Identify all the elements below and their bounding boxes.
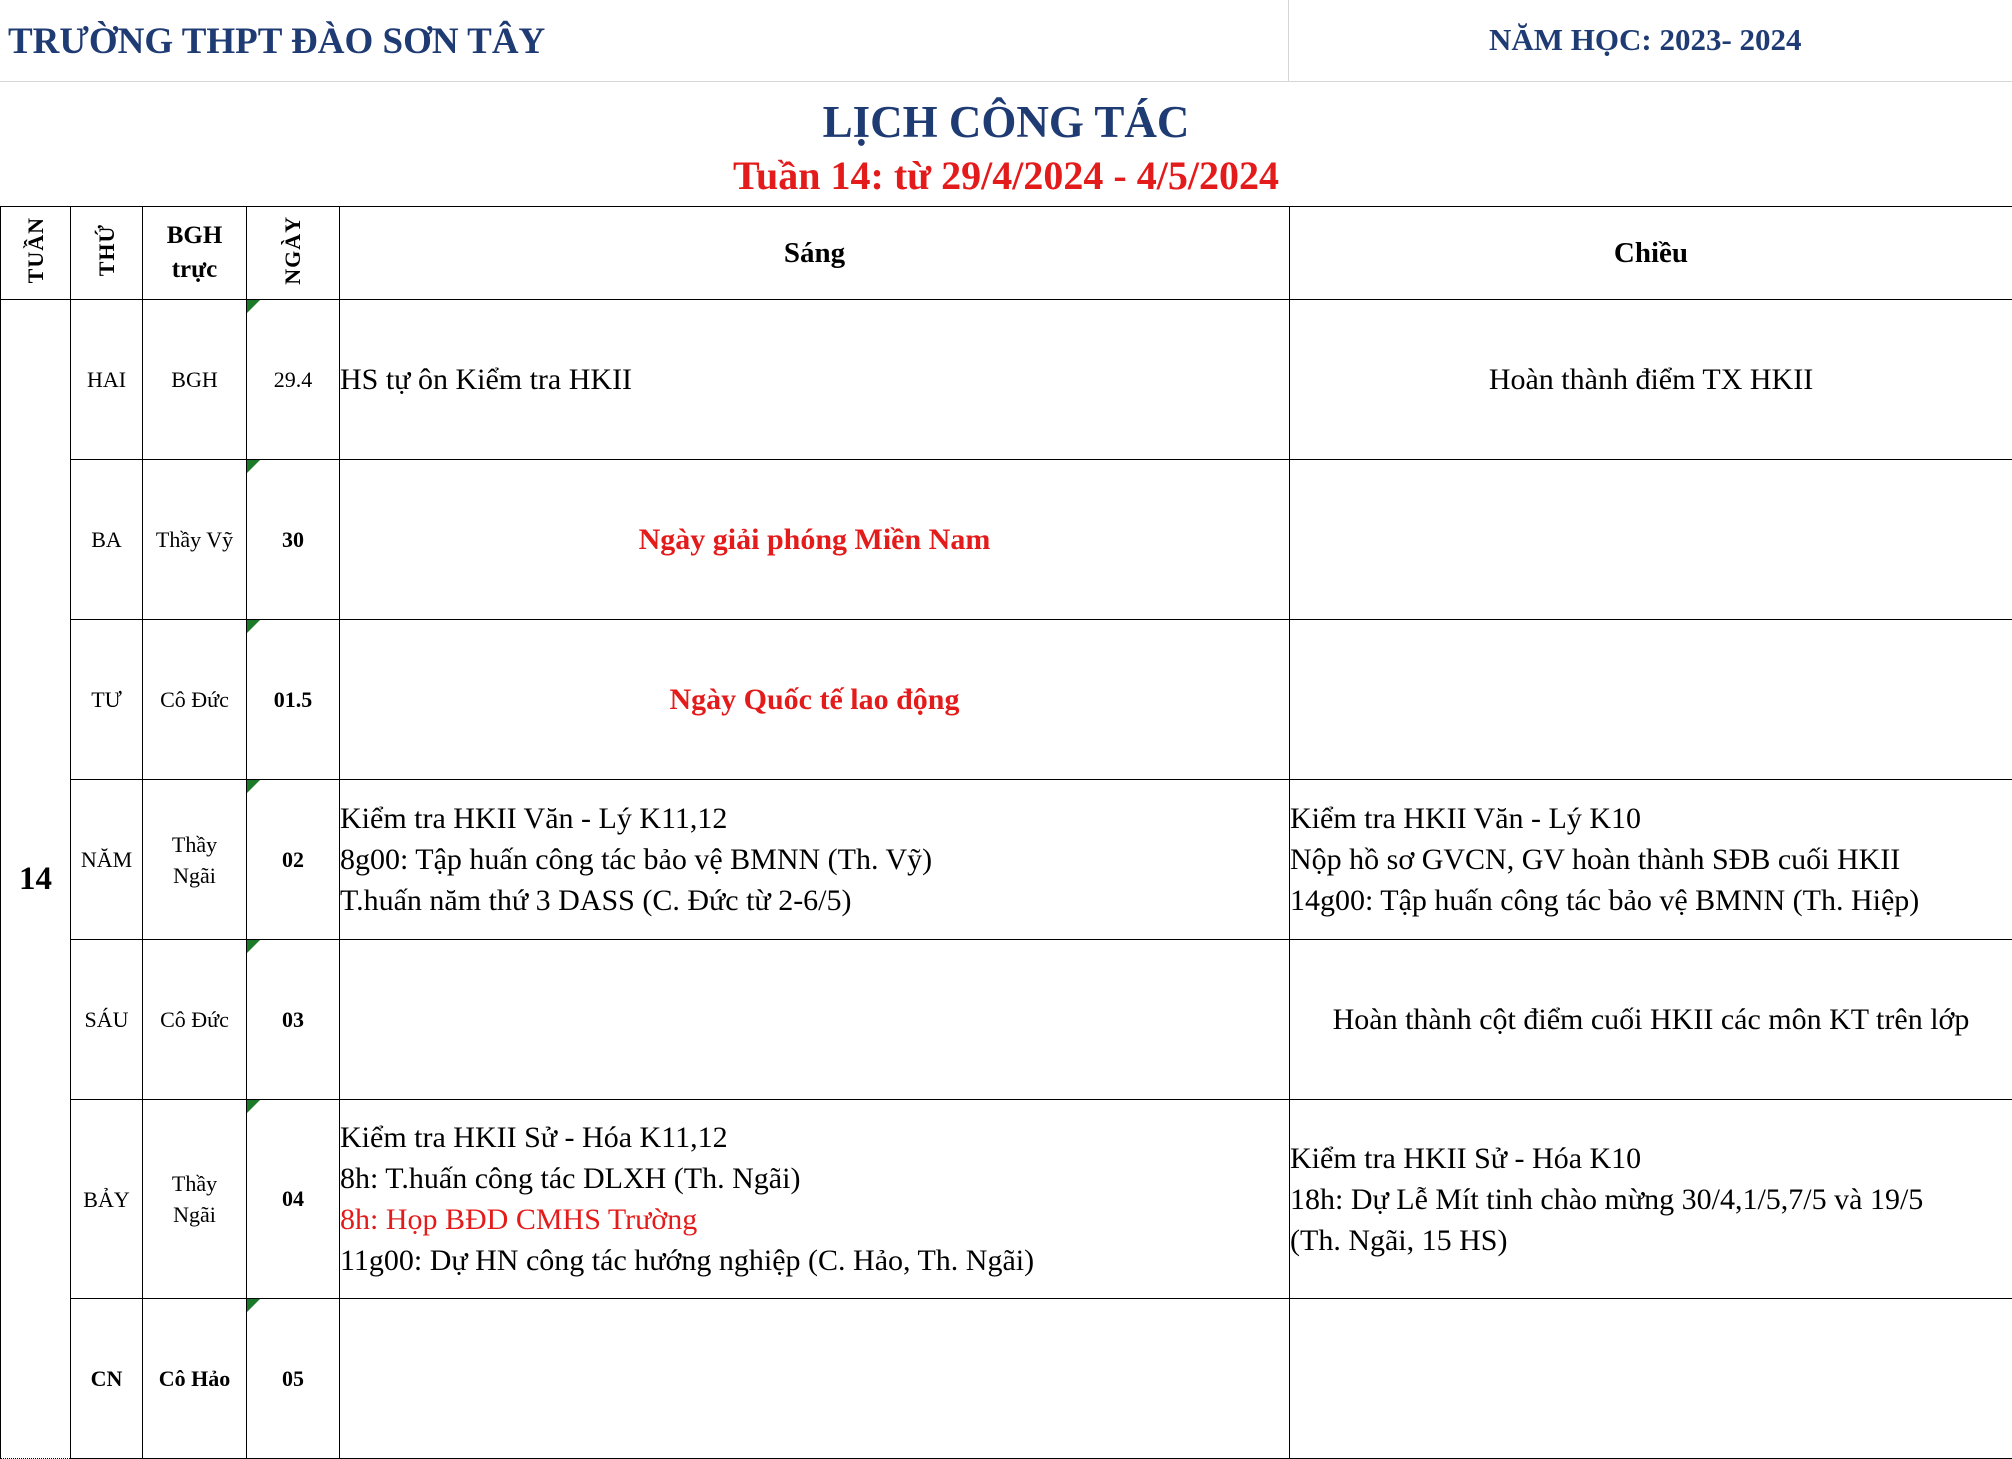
morning-cell: Ngày giải phóng Miền Nam: [340, 460, 1290, 620]
day-cell: BA: [71, 460, 143, 620]
cell-marker: [247, 1100, 260, 1113]
day-cell: CN: [71, 1299, 143, 1459]
schedule-row-mon: [1, 300, 2012, 460]
afternoon-cell: [1290, 1299, 2012, 1459]
duty-cell: Thầy Ngãi: [143, 1100, 247, 1299]
cell-marker: [247, 300, 260, 313]
duty-cell: Thầy Ngãi: [143, 780, 247, 940]
afternoon-cell: [1290, 460, 2012, 620]
afternoon-cell: Hoàn thành điểm TX HKII: [1290, 300, 2012, 460]
morning-cell: Kiểm tra HKII Văn - Lý K11,12 8g00: Tập huấn công tác bảo vệ BMNN (Th. Vỹ) T.huấn năm thứ 3 DASS (C. Đức từ 2-6/5): [340, 780, 1290, 940]
header-school-cell: [0, 0, 1289, 82]
morning-cell: HS tự ôn Kiểm tra HKII: [340, 300, 1290, 460]
morning-cell: [340, 1299, 1290, 1459]
col-header-afternoon: Chiều: [1290, 207, 2012, 300]
morning-cell: Ngày Quốc tế lao động: [340, 620, 1290, 780]
morning-cell: Kiểm tra HKII Sử - Hóa K11,12 8h: T.huấn công tác DLXH (Th. Ngãi) 8h: Họp BĐD CMHS Trường 11g00: Dự HN công tác hướng nghiệp (C. Hảo, Th. Ngãi): [340, 1100, 1290, 1299]
school-name: TRƯỜNG THPT ĐÀO SƠN TÂY: [8, 20, 545, 63]
col-header-day: THỨ: [71, 207, 143, 300]
schedule-row-fri: [1, 940, 2012, 1100]
date-cell: 05: [247, 1299, 340, 1459]
cell-marker: [247, 780, 260, 793]
date-cell: 29.4: [247, 300, 340, 460]
schedule-row-sun: [1, 1299, 2012, 1459]
schedule-table: [0, 206, 2012, 1459]
duty-cell: Thầy Vỹ: [143, 460, 247, 620]
cell-marker: [247, 620, 260, 633]
col-header-morning: Sáng: [340, 207, 1290, 300]
week-subtitle: Tuần 14: từ 29/4/2024 - 4/5/2024: [0, 152, 2012, 199]
col-header-date: NGÀY: [247, 207, 340, 300]
week-number: 14: [1, 300, 71, 1459]
cell-marker: [247, 460, 260, 473]
school-year: NĂM HỌC: 2023- 2024: [1489, 22, 1802, 58]
day-cell: BẢY: [71, 1100, 143, 1299]
duty-cell: Cô Đức: [143, 940, 247, 1100]
cell-marker: [247, 940, 260, 953]
morning-cell: [340, 940, 1290, 1100]
date-cell: 03: [247, 940, 340, 1100]
date-cell: 01.5: [247, 620, 340, 780]
duty-cell: Cô Đức: [143, 620, 247, 780]
afternoon-cell: Kiểm tra HKII Sử - Hóa K10 18h: Dự Lễ Mít tinh chào mừng 30/4,1/5,7/5 và 19/5 (Th. Ngãi, 15 HS): [1290, 1100, 2012, 1299]
col-header-duty: BGH trực: [143, 207, 247, 300]
afternoon-cell: Hoàn thành cột điểm cuối HKII các môn KT trên lớp: [1290, 940, 2012, 1100]
schedule-row-tue: [1, 460, 2012, 620]
date-cell: 04: [247, 1100, 340, 1299]
page-title: LỊCH CÔNG TÁC: [0, 96, 2012, 148]
day-cell: NĂM: [71, 780, 143, 940]
schedule-row-sat: [1, 1100, 2012, 1299]
schedule-row-wed: [1, 620, 2012, 780]
day-cell: HAI: [71, 300, 143, 460]
day-cell: TƯ: [71, 620, 143, 780]
schedule-row-thu: [1, 780, 2012, 940]
date-cell: 02: [247, 780, 340, 940]
afternoon-cell: [1290, 620, 2012, 780]
duty-cell: Cô Hảo: [143, 1299, 247, 1459]
col-header-week: TUẦN: [1, 207, 71, 300]
afternoon-cell: Kiểm tra HKII Văn - Lý K10 Nộp hồ sơ GVCN, GV hoàn thành SĐB cuối HKII 14g00: Tập huấn công tác bảo vệ BMNN (Th. Hiệp): [1290, 780, 2012, 940]
cell-marker: [247, 1299, 260, 1312]
header-year-cell: [1289, 0, 2012, 82]
duty-cell: BGH: [143, 300, 247, 460]
day-cell: SÁU: [71, 940, 143, 1100]
date-cell: 30: [247, 460, 340, 620]
table-header-row: [1, 207, 2012, 300]
